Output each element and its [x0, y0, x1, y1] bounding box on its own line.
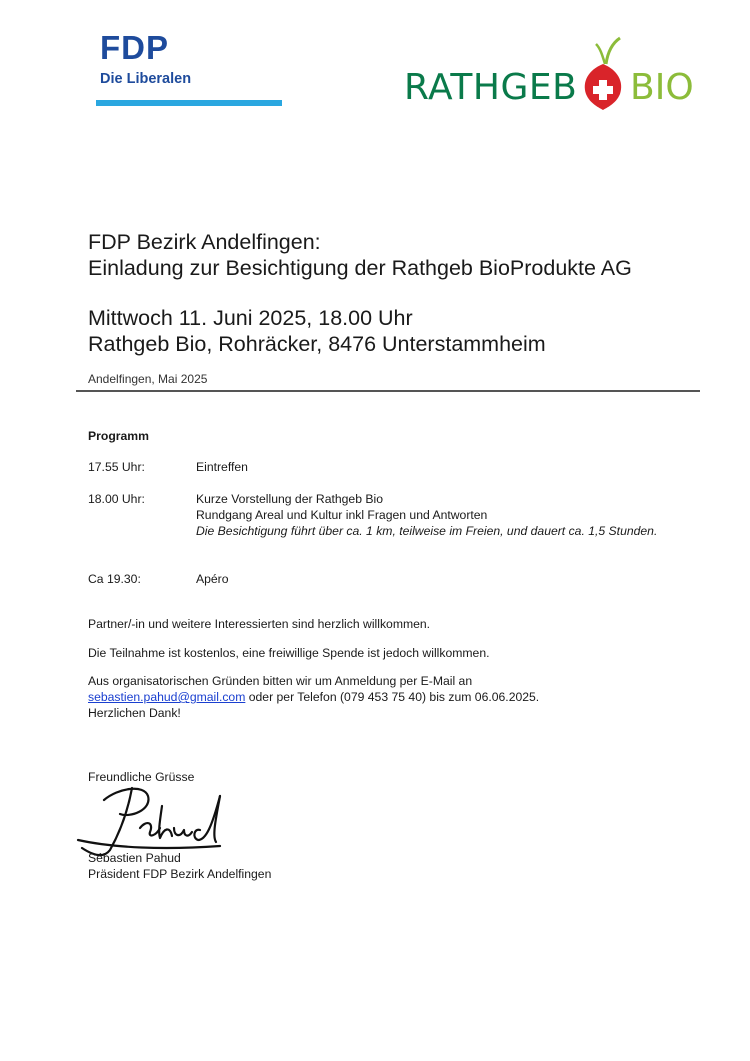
rathgeb-bio-logo — [404, 36, 704, 116]
registration-phone-deadline: oder per Telefon (079 453 75 40) bis zum 06.06.2025. — [245, 690, 540, 704]
email-link[interactable]: sebastien.pahud@gmail.com — [88, 690, 246, 704]
program-desc-2-line-2: Rundgang Areal und Kultur inkl Fragen und Antworten — [196, 508, 488, 522]
title-line-2: Einladung zur Besichtigung der Rathgeb BioProdukte AG — [88, 256, 632, 280]
program-desc-2-line-1: Kurze Vorstellung der Rathgeb Bio — [196, 492, 383, 506]
fdp-logo-name: FDP — [100, 29, 169, 66]
fdp-logo-bar — [96, 100, 282, 106]
signer-role: Präsident FDP Bezirk Andelfingen — [88, 867, 272, 881]
program-desc-2-note: Die Besichtigung führt über ca. 1 km, teilweise im Freien, und dauert ca. 1,5 Stunden. — [196, 524, 658, 538]
program-heading: Programm — [88, 429, 149, 443]
event-date: Mittwoch 11. Juni 2025, 18.00 Uhr — [88, 306, 413, 330]
title-line-1: FDP Bezirk Andelfingen: — [88, 230, 321, 254]
closing-greeting: Freundliche Grüsse — [88, 770, 195, 784]
program-desc-3: Apéro — [196, 572, 229, 586]
program-time-2: 18.00 Uhr: — [88, 492, 145, 506]
header-divider — [76, 390, 700, 392]
registration-line-2 — [88, 689, 539, 705]
cost-text: Die Teilnahme ist kostenlos, eine freiwillige Spende ist jedoch willkommen. — [88, 646, 490, 660]
fdp-logo — [96, 28, 284, 108]
place-and-date: Andelfingen, Mai 2025 — [88, 372, 208, 386]
event-location: Rathgeb Bio, Rohräcker, 8476 Unterstammheim — [88, 332, 546, 356]
program-desc-1: Eintreffen — [196, 460, 248, 474]
program-time-3: Ca 19.30: — [88, 572, 141, 586]
rathgeb-logo-word: RATHGEB — [404, 67, 578, 108]
thanks-text: Herzlichen Dank! — [88, 706, 181, 720]
welcome-text: Partner/-in und weitere Interessierten sind herzlich willkommen. — [88, 617, 431, 631]
signer-name: Sébastien Pahud — [88, 851, 181, 865]
onion-swiss-cross-icon — [578, 36, 628, 112]
fdp-logo-tagline: Die Liberalen — [100, 71, 192, 87]
program-time-1: 17.55 Uhr: — [88, 460, 145, 474]
rathgeb-logo-bio: BIO — [630, 67, 694, 108]
registration-line-1: Aus organisatorischen Gründen bitten wir um Anmeldung per E-Mail an — [88, 674, 473, 688]
